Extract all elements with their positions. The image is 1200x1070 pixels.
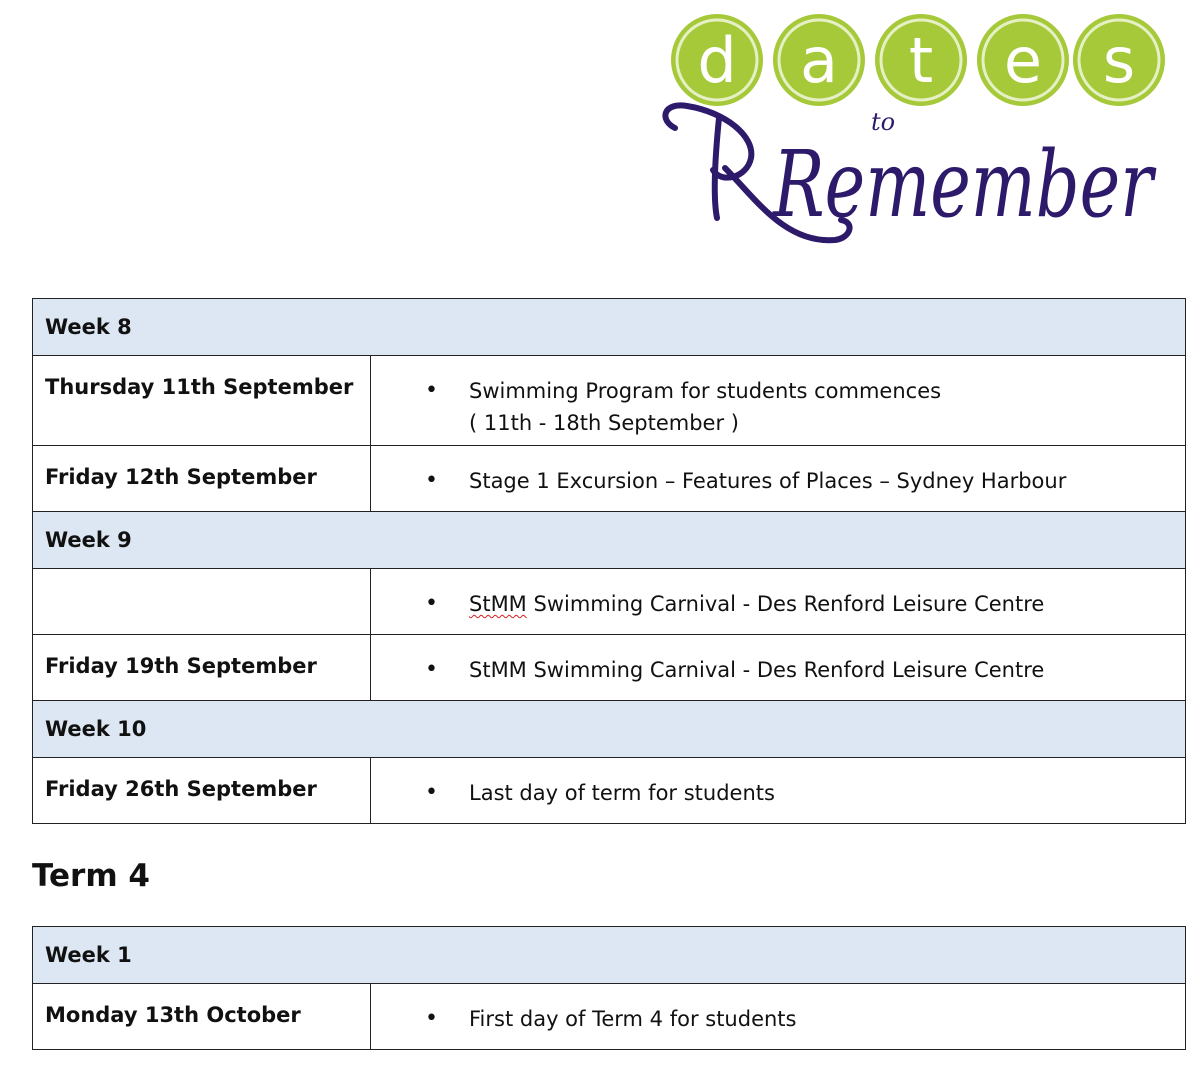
- event-date: Friday 26th September: [33, 758, 371, 824]
- week-header: Week 10: [33, 701, 1186, 758]
- event-date: Friday 12th September: [33, 446, 371, 512]
- table-row: [33, 984, 1186, 1050]
- event-item: • Swimming Program for students commences: [371, 375, 1185, 407]
- term4-schedule-table: [32, 926, 1186, 1050]
- week-header: Week 9: [33, 512, 1186, 569]
- script-flourish: [665, 105, 751, 177]
- event-text: Swimming Carnival - Des Renford Leisure Centre: [526, 592, 1045, 616]
- logo-word-remember: Remember: [771, 131, 1157, 238]
- logo-letter: s: [1102, 24, 1136, 97]
- term-heading: Term 4: [32, 858, 151, 894]
- logo-letter: e: [1003, 24, 1043, 97]
- table-row: [33, 569, 1186, 635]
- term3-schedule-table: [32, 298, 1186, 824]
- logo-letter: a: [800, 24, 838, 97]
- week-header: Week 8: [33, 299, 1186, 356]
- spellcheck-flagged-word: StMM: [469, 592, 527, 616]
- logo-letter: d: [697, 24, 737, 97]
- event-item: • First day of Term 4 for students: [371, 1003, 1185, 1035]
- event-date: Thursday 11th September: [33, 356, 371, 446]
- event-cell: [371, 984, 1186, 1050]
- table-row: [33, 635, 1186, 701]
- logo-word-to: to: [870, 108, 896, 136]
- event-date: Monday 13th October: [33, 984, 371, 1050]
- event-item: [371, 588, 1185, 620]
- script-stem: [715, 118, 719, 218]
- event-note: ( 11th - 18th September ): [469, 411, 739, 435]
- table-row: [33, 356, 1186, 446]
- table-row: [33, 758, 1186, 824]
- week-header: Week 1: [33, 927, 1186, 984]
- dates-to-remember-logo: [655, 8, 1175, 258]
- event-item: • Last day of term for students: [371, 777, 1185, 809]
- event-cell: [371, 446, 1186, 512]
- event-cell: [371, 569, 1186, 635]
- event-date: Friday 19th September: [33, 635, 371, 701]
- event-date: [33, 569, 371, 635]
- event-item: • StMM Swimming Carnival - Des Renford Leisure Centre: [371, 654, 1185, 686]
- table-row: [33, 446, 1186, 512]
- logo-letter: t: [908, 24, 934, 97]
- event-cell: [371, 356, 1186, 446]
- event-item: • Stage 1 Excursion – Features of Places – Sydney Harbour: [371, 465, 1185, 497]
- event-cell: [371, 758, 1186, 824]
- event-cell: [371, 635, 1186, 701]
